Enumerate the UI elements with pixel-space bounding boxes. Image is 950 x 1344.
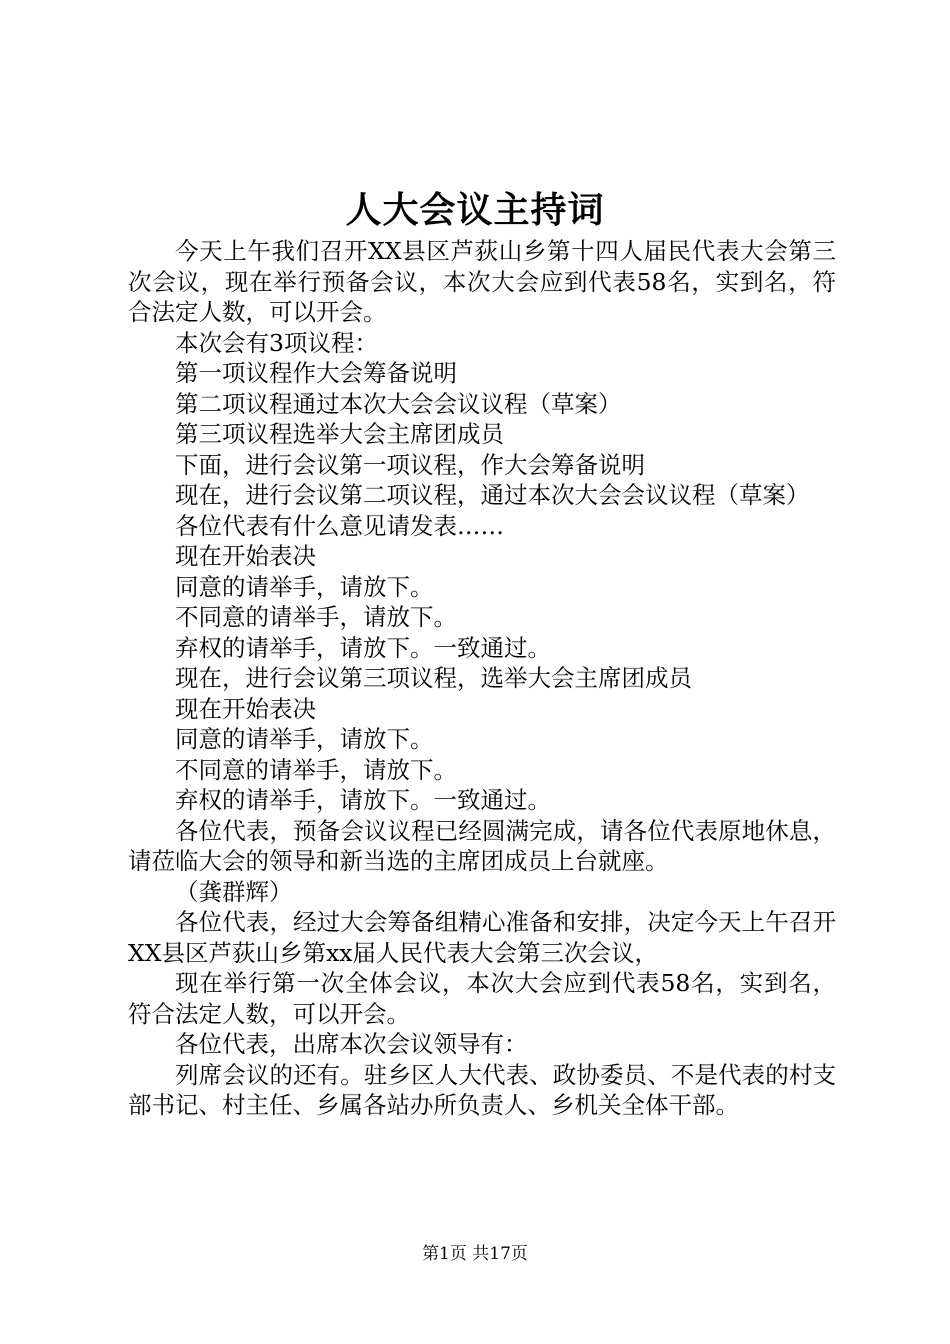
paragraph: 今天上午我们召开XX县区芦荻山乡第十四人届民代表大会第三次会议，现在举行预备会议，本次大会应到代表58名，实到名，符合法定人数，可以开会。 xyxy=(128,237,836,326)
paragraph: 弃权的请举手，请放下。一致通过。 xyxy=(175,786,551,814)
paragraph: 下面，进行会议第一项议程，作大会筹备说明 xyxy=(175,450,645,479)
paragraph: 本次会有3项议程： xyxy=(175,328,378,357)
paragraph: 第三项议程选举大会主席团成员 xyxy=(175,420,504,448)
paragraph: 各位代表，出席本次会议领导有： xyxy=(175,1030,528,1058)
paragraph: 现在，进行会议第二项议程，通过本次大会会议议程（草案） xyxy=(175,481,810,509)
paragraph: 弃权的请举手，请放下。一致通过。 xyxy=(175,633,551,662)
paragraph: 各位代表，预备会议议程已经圆满完成，请各位代表原地休息，请莅临大会的领导和新当选的主席团成员上台就座。 xyxy=(128,816,836,875)
paragraph: 现在，进行会议第三项议程，选举大会主席团成员 xyxy=(175,664,692,692)
paragraph: 不同意的请举手，请放下。 xyxy=(175,755,457,784)
paragraph: 第一项议程作大会筹备说明 xyxy=(175,359,457,387)
paragraph: 第二项议程通过本次大会会议议程（草案） xyxy=(175,389,622,418)
paragraph: 各位代表有什么意见请发表…… xyxy=(175,511,504,540)
paragraph: 现在开始表决 xyxy=(175,542,316,570)
page-number-footer: 第1页 共17页 xyxy=(422,1244,528,1264)
paragraph: 同意的请举手，请放下。 xyxy=(175,572,434,601)
document-title: 人大会议主持词 xyxy=(345,189,605,231)
paragraph: 不同意的请举手，请放下。 xyxy=(175,603,457,631)
paragraph: 同意的请举手，请放下。 xyxy=(175,725,434,753)
paragraph: 现在举行第一次全体会议，本次大会应到代表58名，实到名，符合法定人数，可以开会。 xyxy=(128,969,836,1028)
paragraph: 列席会议的还有。驻乡区人大代表、政协委员、不是代表的村支部书记、村主任、乡属各站办所负责人、乡机关全体干部。 xyxy=(128,1060,836,1119)
paragraph: 现在开始表决 xyxy=(175,694,316,723)
paragraph: （龚群辉） xyxy=(175,877,293,906)
document-body xyxy=(128,236,836,1121)
paragraph: 各位代表，经过大会筹备组精心准备和安排，决定今天上午召开XX县区芦荻山乡第xx届人民代表大会第三次会议， xyxy=(128,908,836,967)
